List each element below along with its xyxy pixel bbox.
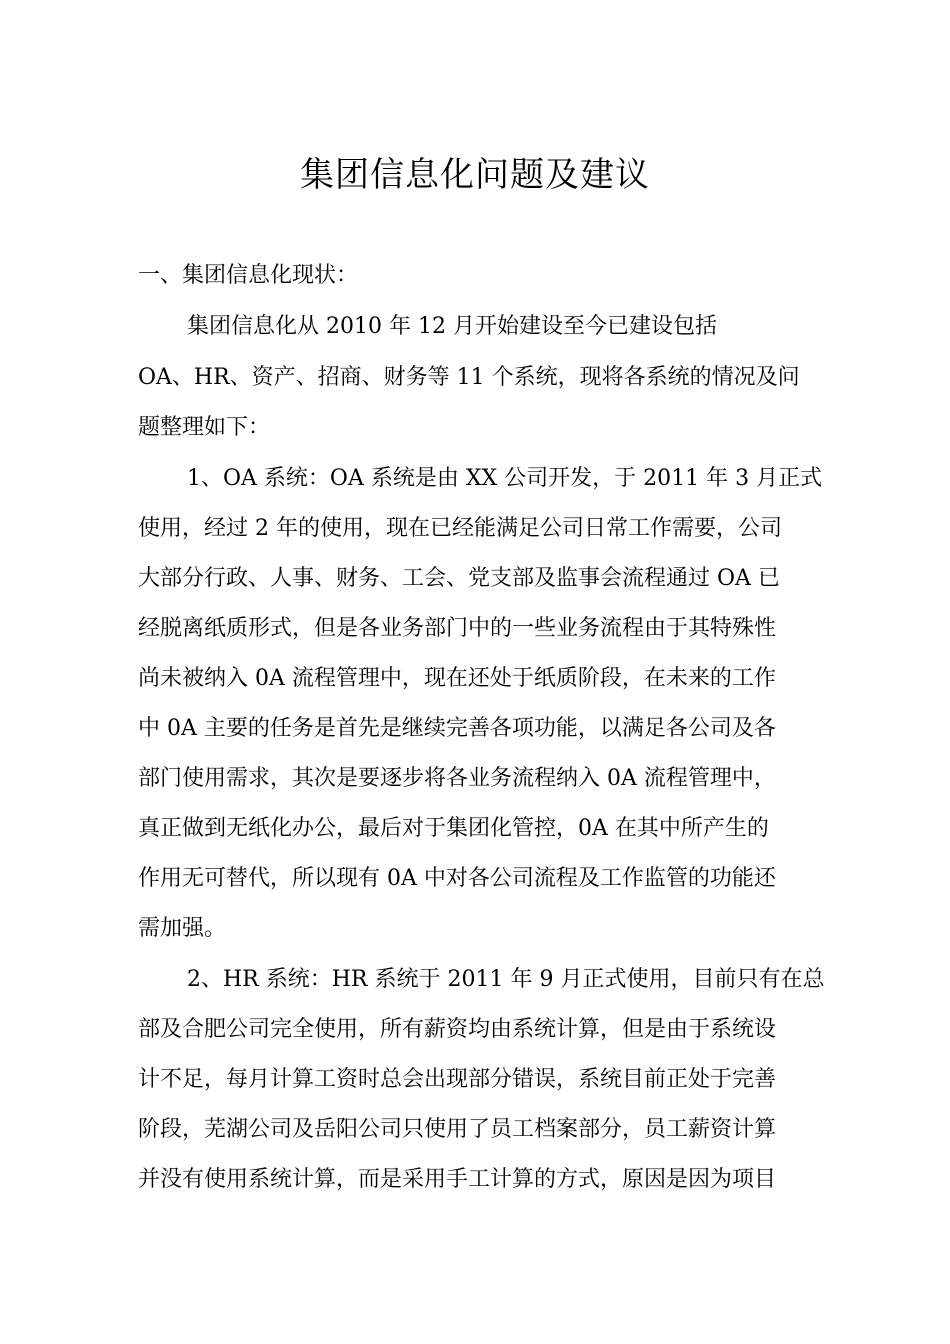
intro-line: OA、HR、资产、招商、财务等 11 个系统，现将各系统的情况及问 — [138, 365, 800, 390]
hr-paragraph-line: 并没有使用系统计算，而是采用手工计算的方式，原因是因为项目 — [138, 1167, 777, 1192]
intro-line: 集团信息化从 2010 年 12 月开始建设至今已建设包括 — [187, 314, 717, 339]
hr-paragraph-line: 阶段，芜湖公司及岳阳公司只使用了员工档案部分，员工薪资计算 — [138, 1117, 777, 1142]
oa-paragraph-line: 经脱离纸质形式，但是各业务部门中的一些业务流程由于其特殊性 — [138, 616, 777, 641]
intro-line: 题整理如下： — [138, 415, 271, 440]
oa-paragraph-line: 大部分行政、人事、财务、工会、党支部及监事会流程通过 OA 已 — [138, 566, 780, 591]
hr-paragraph-line: 部及合肥公司完全使用，所有薪资均由系统计算，但是由于系统设 — [138, 1017, 777, 1042]
hr-paragraph-line: 2、HR 系统：HR 系统于 2011 年 9 月正式使用，目前只有在总 — [187, 967, 825, 992]
oa-paragraph-line: 真正做到无纸化办公，最后对于集团化管控，0A 在其中所产生的 — [138, 816, 769, 841]
oa-paragraph-line: 1、OA 系统：OA 系统是由 XX 公司开发，于 2011 年 3 月正式 — [187, 466, 823, 491]
document-title: 集团信息化问题及建议 — [300, 155, 650, 195]
oa-paragraph-line: 作用无可替代，所以现有 0A 中对各公司流程及工作监管的功能还 — [138, 866, 776, 891]
oa-paragraph-line: 中 0A 主要的任务是首先是继续完善各项功能，以满足各公司及各 — [138, 716, 776, 741]
section-heading: 一、集团信息化现状： — [138, 263, 359, 288]
hr-paragraph-line: 计不足，每月计算工资时总会出现部分错误，系统目前正处于完善 — [138, 1067, 777, 1092]
oa-paragraph-line: 部门使用需求，其次是要逐步将各业务流程纳入 0A 流程管理中， — [138, 766, 776, 791]
oa-paragraph-line: 需加强。 — [138, 916, 227, 941]
oa-paragraph-line: 尚未被纳入 0A 流程管理中，现在还处于纸质阶段，在未来的工作 — [138, 666, 776, 691]
oa-paragraph-line: 使用，经过 2 年的使用，现在已经能满足公司日常工作需要，公司 — [138, 516, 782, 541]
